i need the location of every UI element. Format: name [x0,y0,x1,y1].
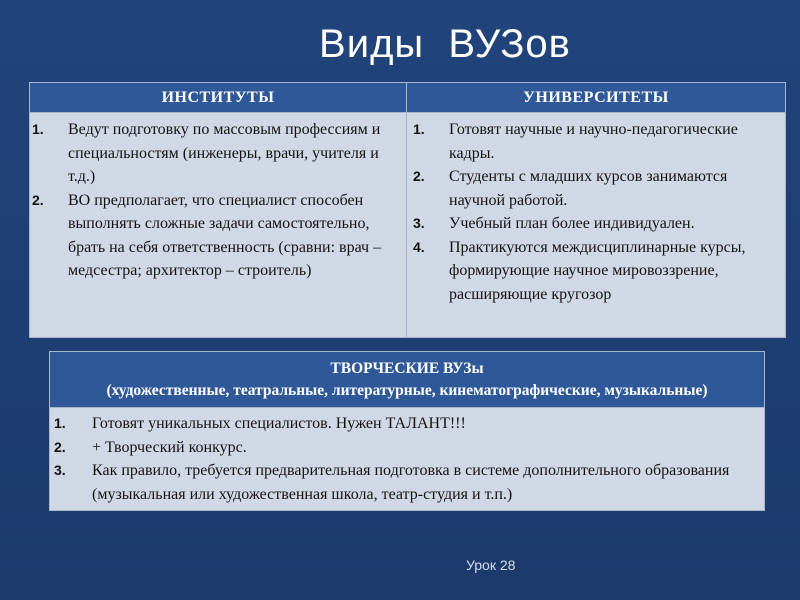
list-number: 3. [413,215,425,231]
institutions-universities-table [29,82,786,338]
list-number: 1. [413,121,425,137]
list-text: Готовят научные и научно-педагогические кадры. [449,121,738,162]
creative-header [50,352,765,408]
list-item [54,459,758,506]
list-number: 1. [32,121,44,137]
list-text: Ведут подготовку по массовым профессиям и специальностям (инженеры, врачи, учителя и т.д.) [68,121,381,185]
list-text: Учебный план более индивидуален. [449,215,695,232]
list-item [32,118,400,189]
creative-header-title: ТВОРЧЕСКИЕ ВУЗы [330,360,484,377]
list-text: + Творческий конкурс. [92,438,247,456]
universities-cell [407,113,786,338]
list-item [413,236,779,307]
creative-list [54,412,758,506]
list-item [413,165,779,212]
list-number: 2. [413,168,425,184]
universities-header: УНИВЕРСИТЕТЫ [407,83,786,113]
list-text: Студенты с младших курсов занимаются научной работой. [449,168,728,209]
universities-list [413,118,779,306]
list-number: 2. [32,191,44,208]
list-text: Как правило, требуется предварительная подготовка в системе дополнительного образования (музыкальная или художественная школа, театр-студия и т.п.) [92,462,730,503]
creative-header-subtitle: (художественные, театральные, литературные, кинематографические, музыкальные) [106,382,708,399]
list-number: 3. [54,462,66,478]
list-item [413,118,779,165]
list-item [413,212,779,236]
institutes-cell [30,113,407,338]
list-number: 2. [54,438,66,455]
list-text: ВО предполагает, что специалист способен выполнять сложные задачи самостоятельно, брать на себя ответственность (сравни: врач – медсестра; архитектор – строитель) [68,191,382,279]
slide-title: Виды ВУЗов [319,22,571,66]
list-item [32,189,400,283]
institutes-header: ИНСТИТУТЫ [30,83,407,113]
list-number: 1. [54,415,66,431]
creative-cell [50,408,765,511]
list-text: Практикуются междисциплинарные курсы, формирующие научное мировоззрение, расширяющие кругозор [449,238,746,303]
institutes-list [32,118,400,283]
list-number: 4. [413,238,425,255]
list-item [54,412,758,436]
lesson-number: Урок 28 [466,557,516,573]
list-text: Готовят уникальных специалистов. Нужен ТАЛАНТ!!! [92,415,466,432]
creative-universities-table [49,351,765,511]
list-item [54,436,758,460]
